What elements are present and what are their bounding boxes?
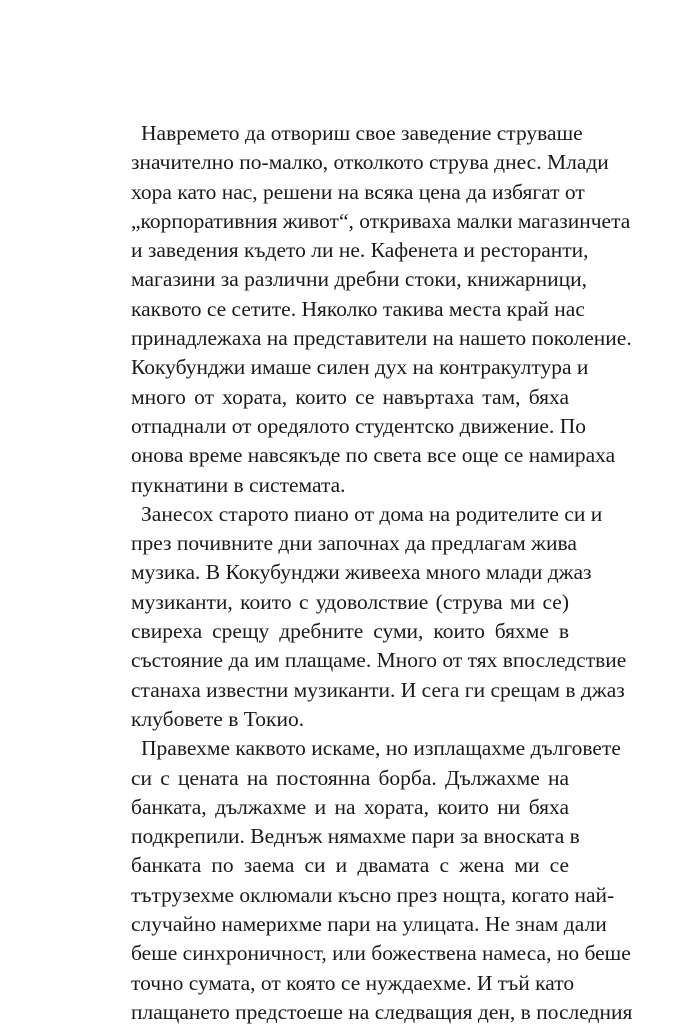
text-line: състояние да им плащаме. Много от тях впоследствие [131,648,627,673]
text-line: Правехме каквото искаме, но изплащахме дълговете [141,736,621,761]
text-line: банката, дължахме и на хората, които ни бяха [131,794,569,819]
paragraph-2 [131,500,627,734]
text-line: през почивните дни започнах да предлагам жива [131,531,577,556]
text-line: клубовете в Токио. [131,706,305,731]
text-line: пукнатини в системата. [131,472,346,497]
text-line: станаха известни музиканти. И сега ги срещам в джаз [131,677,625,702]
text-line: тътрузехме оклюмали късно през нощта, когато най- [131,882,615,907]
paragraph-3 [131,734,633,1027]
text-line: Занесох старото пиано от дома на родителите си и [141,501,603,526]
text-line: каквото се сетите. Няколко такива места край нас [131,296,585,321]
text-line: Кокубунджи имаше силен дух на контракултура и [131,355,589,380]
text-line: музиканти, които с удоволствие (струва ми се) [131,589,569,614]
text-line: много от хората, които се навъртаха там, бяха [131,384,569,409]
text-line: отпаднали от оредялото студентско движение. По [131,413,586,438]
text-line: си с цената на постоянна борба. Дължахме на [131,765,569,790]
text-line: значително по-малко, отколкото струва днес. Млади [131,150,609,175]
text-line: беше синхроничност, или божествена намеса, но беше [131,941,631,966]
body-text [131,119,633,1027]
text-line: хора като нас, решени на всяка цена да избягат от [131,179,585,204]
text-line: и заведения където ли не. Кафенета и ресторанти, [131,238,589,263]
text-line: подкрепили. Веднъж нямахме пари за вноската в [131,824,580,849]
text-line: музика. В Кокубунджи живееха много млади джаз [131,560,592,585]
text-line: случайно намерихме пари на улицата. Не знам дали [131,912,607,937]
text-line: Навремето да отвориш свое заведение струваше [141,121,583,145]
text-line: принадлежаха на представители на нашето поколение. [131,326,632,351]
text-line: магазини за различни дребни стоки, книжарници, [131,267,588,292]
text-line: банката по заема си и двамата с жена ми се [131,853,569,878]
text-line: свиреха срещу дребните суми, които бяхме в [131,619,569,644]
text-line: онова време навсякъде по света все още се намираха [131,443,616,468]
text-line: точно сумата, от която се нуждаехме. И тъй като [131,970,575,995]
text-line: „корпоративния живот“, откриваха малки магазинчета [131,208,631,233]
paragraph-1 [131,119,632,500]
text-line: плащането предстоеше на следващия ден, в последния [131,999,633,1024]
